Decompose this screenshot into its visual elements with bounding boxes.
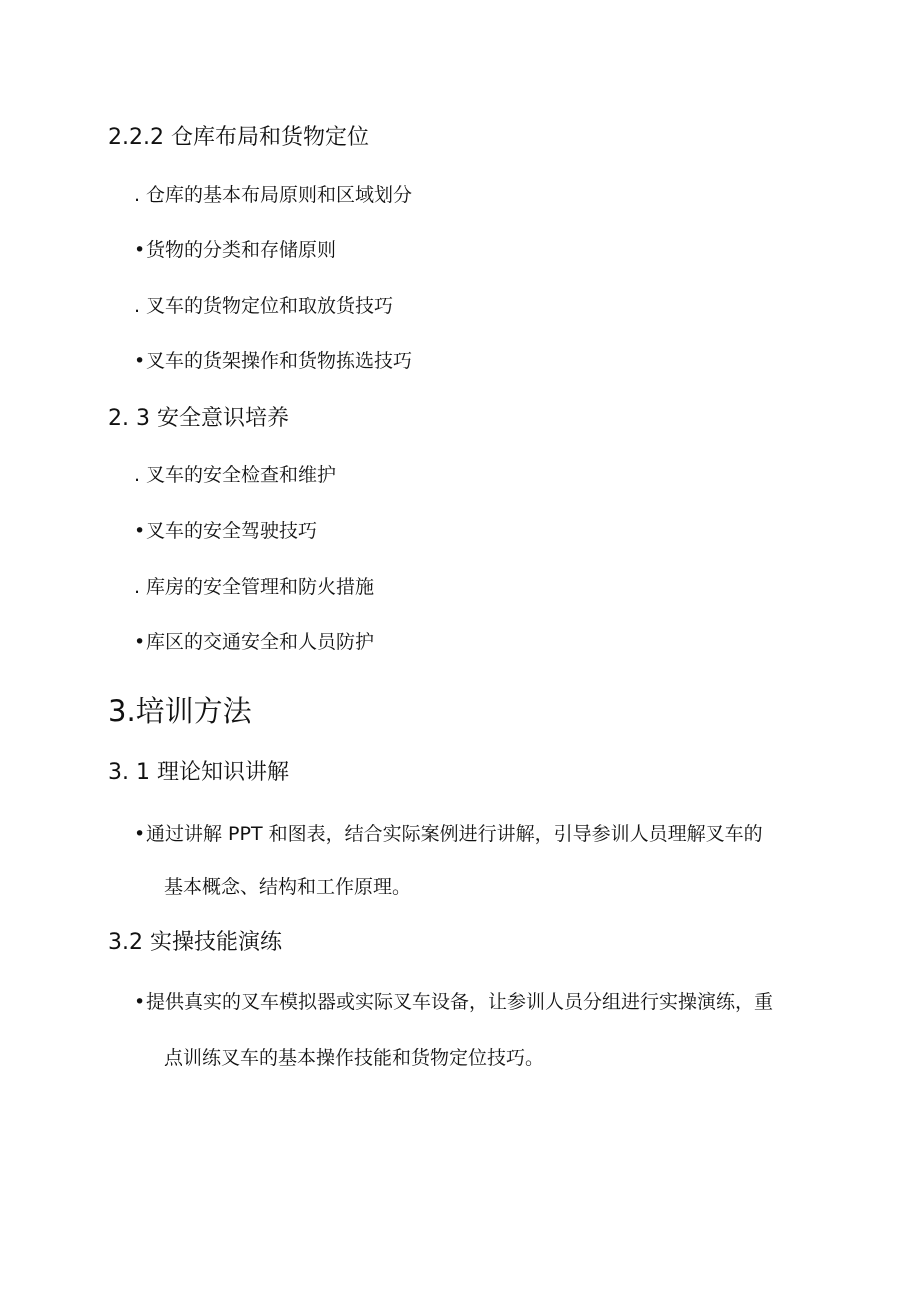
list-item-text: 仓库的基本布局原则和区域划分 bbox=[146, 184, 413, 206]
bullet-icon: • bbox=[134, 520, 146, 542]
list-item bbox=[134, 186, 412, 205]
list-item bbox=[134, 522, 317, 541]
list-item-text: 叉车的货架操作和货物拣选技巧 bbox=[146, 350, 413, 372]
list-item-text: 通过讲解 PPT 和图表，结合实际案例进行讲解，引导参训人员理解叉车的 bbox=[146, 823, 763, 845]
list-marker: . bbox=[134, 576, 141, 598]
list-marker: . bbox=[134, 464, 141, 486]
list-marker: . bbox=[134, 295, 141, 317]
section-heading: 3.2 实操技能演练 bbox=[108, 930, 282, 955]
list-item bbox=[134, 633, 374, 652]
list-item-text: 叉车的安全检查和维护 bbox=[146, 464, 337, 486]
list-item-text: 库房的安全管理和防火措施 bbox=[146, 576, 375, 598]
list-item-text: 叉车的货物定位和取放货技巧 bbox=[146, 295, 394, 317]
list-item bbox=[134, 241, 336, 260]
list-item bbox=[134, 825, 763, 844]
list-marker: . bbox=[134, 184, 141, 206]
bullet-icon: • bbox=[134, 823, 146, 845]
section-heading: 3. 1 理论知识讲解 bbox=[108, 760, 289, 785]
list-item-continuation: 基本概念、结构和工作原理。 bbox=[164, 876, 412, 898]
list-item-text: 库区的交通安全和人员防护 bbox=[146, 631, 375, 653]
list-item-text: 货物的分类和存储原则 bbox=[146, 239, 337, 261]
chapter-heading: 3.培训方法 bbox=[108, 694, 252, 728]
section-heading: 2. 3 安全意识培养 bbox=[108, 406, 289, 431]
section-heading: 2.2.2 仓库布局和货物定位 bbox=[108, 125, 369, 150]
bullet-icon: • bbox=[134, 239, 146, 261]
list-item-continuation: 点训练叉车的基本操作技能和货物定位技巧。 bbox=[164, 1047, 545, 1069]
list-item-text: 提供真实的叉车模拟器或实际叉车设备，让参训人员分组进行实操演练，重 bbox=[146, 991, 774, 1013]
bullet-icon: • bbox=[134, 991, 146, 1013]
list-item bbox=[134, 466, 336, 485]
list-item bbox=[134, 352, 412, 371]
list-item bbox=[134, 297, 393, 316]
bullet-icon: • bbox=[134, 631, 146, 653]
list-item-text: 叉车的安全驾驶技巧 bbox=[146, 520, 318, 542]
list-item bbox=[134, 578, 374, 597]
bullet-icon: • bbox=[134, 350, 146, 372]
list-item bbox=[134, 993, 773, 1012]
